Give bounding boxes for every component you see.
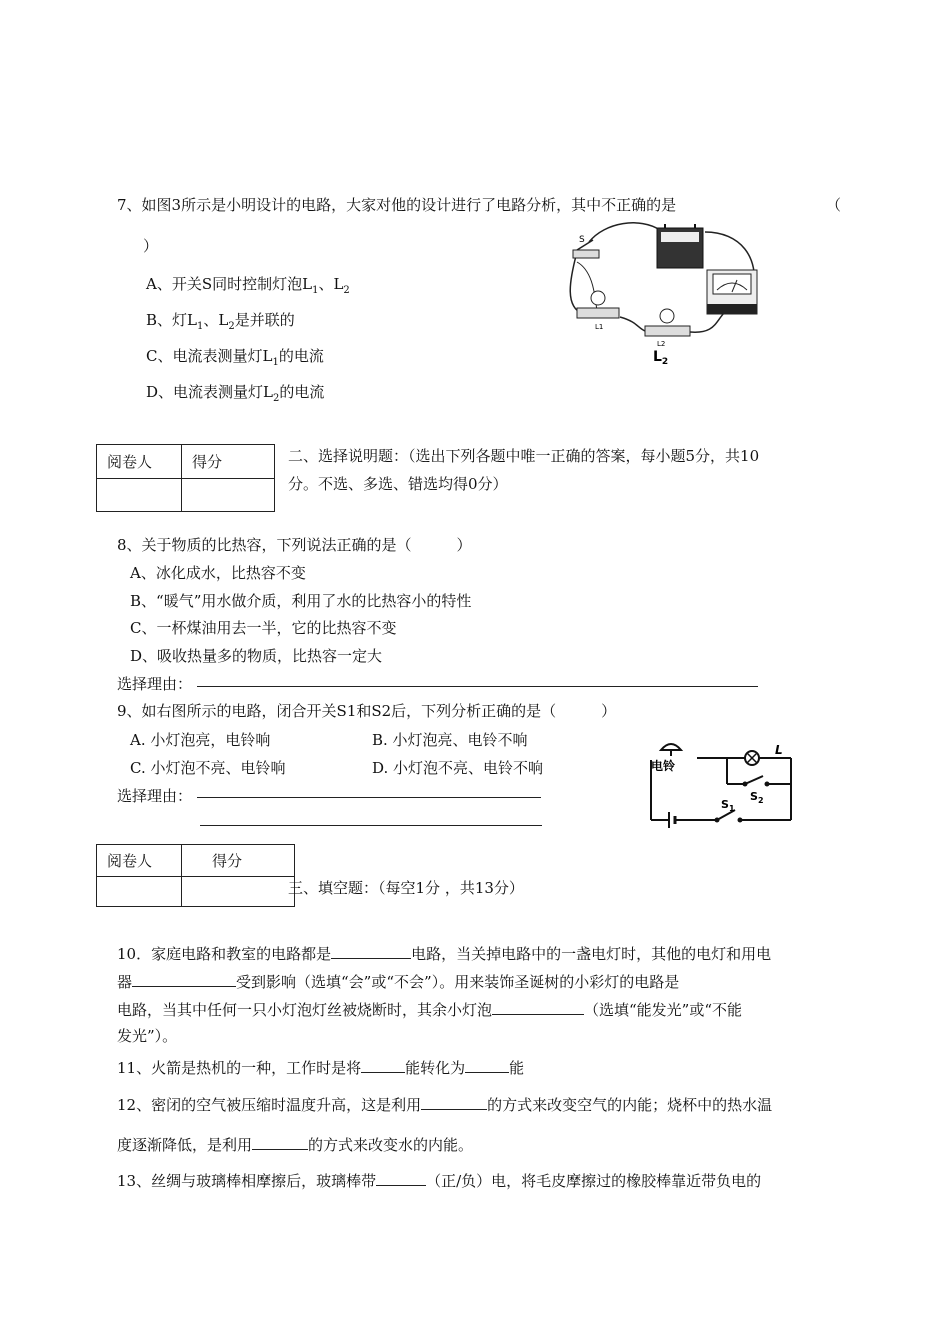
q8-option-b: B、“暖气”用水做介质，利用了水的比热容小的特性 xyxy=(130,592,472,610)
lamp-l1-icon xyxy=(577,308,619,318)
lamp-label: L xyxy=(775,743,783,757)
q10-line-4: 发光”）。 xyxy=(117,1027,178,1045)
q7-stem: 7、如图3所示是小明设计的电路，大家对他的设计进行了电路分析，其中不正确的是 xyxy=(117,196,677,214)
lamp-l2-big-label: L xyxy=(653,349,662,365)
q10-line-1: 10．家庭电路和教室的电路都是 电路，当关掉电路中的一盏电灯时，其他的电灯和用电 xyxy=(117,945,772,963)
bell-icon xyxy=(661,744,681,756)
q9-stem: 9、如右图所示的电路，闭合开关S1和S2后，下列分析正确的是（ ） xyxy=(117,702,617,720)
section3-score-label: 得分 xyxy=(182,845,295,877)
q7-option-a: A、开关S同时控制灯泡$L_1$、$L_2$ xyxy=(146,275,350,296)
q12-blank-2[interactable] xyxy=(252,1135,308,1150)
q9-option-d: D. 小灯泡不亮、电铃不响 xyxy=(372,759,544,777)
q12-line-2: 度逐渐降低，是利用 的方式来改变水的内能。 xyxy=(117,1136,474,1154)
q9-reason-blank-2[interactable] xyxy=(200,825,542,826)
q10-blank-3[interactable] xyxy=(492,1000,584,1015)
q8-option-d: D、吸收热量多的物质，比热容一定大 xyxy=(130,647,383,665)
lamp-l2-label: L2 xyxy=(657,340,666,348)
q8-option-c: C、一杯煤油用去一半，它的比热容不变 xyxy=(130,619,397,637)
switch-s2-icon xyxy=(743,776,770,787)
lamp-l1-label: L1 xyxy=(595,323,604,331)
q9-reason-label: 选择理由： xyxy=(117,787,193,805)
q10-blank-2[interactable] xyxy=(132,972,236,987)
q7-option-b: B、灯$L_1$、$L_2$是并联的 xyxy=(146,311,295,332)
q10-blank-1[interactable] xyxy=(331,944,411,959)
section3-grader-cell[interactable] xyxy=(97,877,182,907)
q7-paren-close: ） xyxy=(143,237,159,255)
section2-grader-label: 阅卷人 xyxy=(97,445,182,479)
switch-s1-label: S xyxy=(721,798,729,811)
q11-blank-2[interactable] xyxy=(465,1058,509,1073)
q8-option-a: A、冰化成水，比热容不变 xyxy=(130,564,306,582)
svg-text:S1 xyxy=(721,798,735,813)
section2-score-label: 得分 xyxy=(182,445,275,479)
q9-reason-blank-1[interactable] xyxy=(197,797,541,798)
section2-score-table xyxy=(96,444,275,512)
q7-paren-open: （ xyxy=(826,196,842,214)
lamp-l2-big-sub: 2 xyxy=(661,357,669,367)
q7-circuit-figure xyxy=(565,212,765,372)
q9-option-a: A. 小灯泡亮，电铃响 xyxy=(130,731,271,749)
lamp-icon xyxy=(745,751,759,765)
bell-label: 电铃 xyxy=(651,759,676,773)
q8-reason-blank[interactable] xyxy=(197,686,758,687)
q10-line-3: 电路，当其中任何一只小灯泡灯丝被烧断时，其余小灯泡 （选填“能发光”或“不能 xyxy=(117,1001,743,1019)
battery-icon xyxy=(669,812,675,828)
q8-stem: 8、关于物质的比热容，下列说法正确的是（ ） xyxy=(117,536,472,554)
q12-line-1: 12、密闭的空气被压缩时温度升高，这是利用 的方式来改变空气的内能；烧杯中的热水温 xyxy=(117,1096,773,1114)
section2-title-line1: 二、选择说明题：（选出下列各题中唯一正确的答案，每小题5分，共10 xyxy=(288,447,760,465)
svg-text:L2 xyxy=(653,349,668,367)
switch-s2-sub: 2 xyxy=(757,796,764,805)
lamp-l2-icon xyxy=(645,326,690,336)
q11-blank-1[interactable] xyxy=(361,1058,405,1073)
section3-score-cell[interactable] xyxy=(182,877,295,907)
q8-reason-label: 选择理由： xyxy=(117,675,193,693)
switch-s2-label: S xyxy=(750,790,758,803)
q12-blank-1[interactable] xyxy=(421,1095,487,1110)
q13-blank-1[interactable] xyxy=(376,1171,426,1186)
q13-line-1: 13、丝绸与玻璃棒相摩擦后，玻璃棒带 （正/负）电，将毛皮摩擦过的橡胶棒靠近带负电的 xyxy=(117,1172,762,1190)
section2-grader-cell[interactable] xyxy=(97,479,182,512)
section2-title-line2: 分。不选、多选、错选均得0分） xyxy=(288,475,508,493)
switch-s1-sub: 1 xyxy=(728,804,735,813)
section3-grader-label: 阅卷人 xyxy=(97,845,182,877)
q9-option-c: C. 小灯泡不亮、电铃响 xyxy=(130,759,286,777)
q9-circuit-figure xyxy=(645,738,805,830)
q7-option-c: C、电流表测量灯$L_1$的电流 xyxy=(146,347,324,368)
section3-score-table xyxy=(96,844,295,907)
switch-s-label: S xyxy=(579,235,585,245)
svg-text:S2 xyxy=(750,790,764,805)
switch-s-icon xyxy=(573,250,599,258)
q7-option-d: D、电流表测量灯$L_2$的电流 xyxy=(146,383,325,404)
q10-line-2: 器 受到影响（选填“会”或“不会”）。用来装饰圣诞树的小彩灯的电路是 xyxy=(117,973,680,991)
q9-option-b: B. 小灯泡亮、电铃不响 xyxy=(372,731,528,749)
q11-text: 11、火箭是热机的一种，工作时是将 能转化为 能 xyxy=(117,1059,525,1077)
section3-title: 三、填空题：（每空1分 ，共13分） xyxy=(288,879,524,897)
section2-score-cell[interactable] xyxy=(182,479,275,512)
